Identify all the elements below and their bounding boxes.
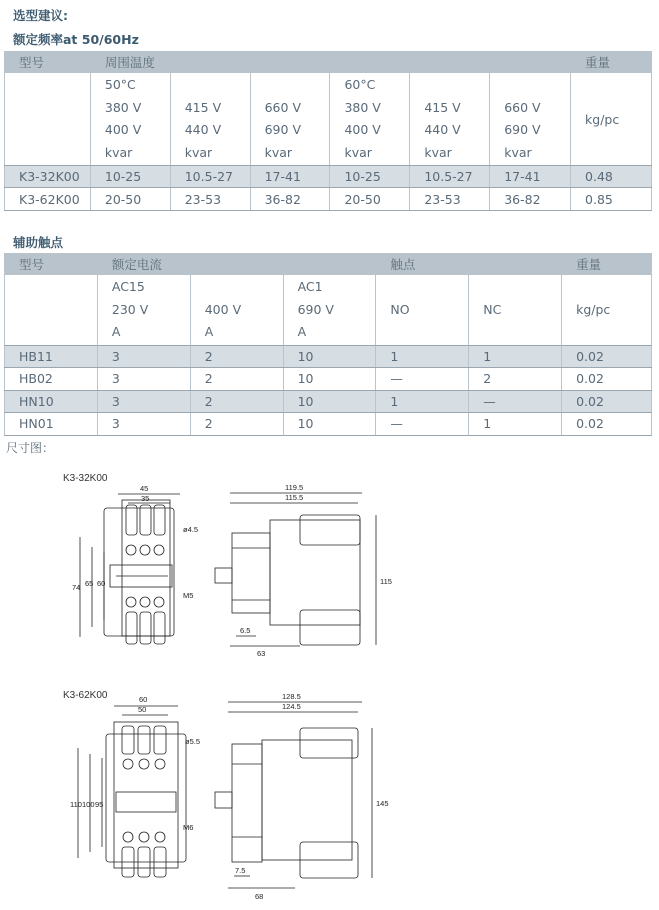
drawing-label: K3-62K00 — [63, 690, 108, 701]
weight-unit: kg/pc — [562, 275, 652, 345]
section-title-selection: 选型建议: — [13, 8, 68, 23]
screw-label: M6 — [183, 823, 194, 832]
drawing-label: K3-32K00 — [63, 473, 108, 484]
current-cell: AC15 230 V A — [97, 275, 190, 345]
temp-cell: 660 V 690 V kvar — [250, 73, 330, 166]
hole-label: ø5.5 — [185, 737, 201, 746]
table-row: K3-62K00 20-50 23-53 36-82 20-50 23-53 36-82 0.85 — [5, 188, 652, 211]
header-rated-current: 额定电流 — [97, 253, 376, 275]
svg-text:128.5: 128.5 — [282, 692, 301, 701]
svg-text:35: 35 — [141, 494, 150, 503]
svg-text:100: 100 — [82, 800, 95, 809]
svg-text:50: 50 — [138, 705, 147, 714]
svg-text:63: 63 — [257, 649, 266, 658]
svg-text:145: 145 — [376, 799, 389, 808]
svg-text:74: 74 — [72, 583, 81, 592]
header-model: 型号 — [5, 253, 98, 275]
svg-text:110: 110 — [70, 800, 82, 809]
table-row: HB11 3 2 10 1 1 0.02 — [5, 345, 652, 367]
temp-cell: 50°C 380 V 400 V kvar — [90, 73, 170, 166]
current-cell: AC1 690 V A — [283, 275, 376, 345]
header-weight: 重量 — [571, 51, 652, 73]
table-row: K3-32K00 10-25 10.5-27 17-41 10-25 10.5-27 17-41 0.48 — [5, 166, 652, 188]
dimension-caption: 尺寸图： — [6, 441, 55, 455]
svg-text:60: 60 — [139, 695, 148, 704]
svg-text:95: 95 — [95, 800, 104, 809]
header-ambient-temp: 周围温度 — [90, 51, 570, 73]
svg-text:124.5: 124.5 — [282, 702, 301, 711]
selection-table — [4, 51, 652, 211]
no-label: NO — [376, 275, 469, 345]
table-row: HB02 3 2 10 — 2 0.02 — [5, 367, 652, 390]
nc-label: NC — [469, 275, 562, 345]
svg-text:60: 60 — [97, 579, 106, 588]
temp-cell: 415 V 440 V kvar — [170, 73, 250, 166]
table-row: HN10 3 2 10 1 — 0.02 — [5, 390, 652, 412]
weight-unit: kg/pc — [571, 73, 652, 166]
dimension-drawing-k3-62k00 — [0, 682, 659, 904]
aux-contact-table — [4, 253, 652, 436]
svg-text:45: 45 — [140, 484, 149, 493]
header-contacts: 触点 — [376, 253, 562, 275]
section-title-aux: 辅助触点 — [13, 235, 64, 250]
svg-text:6.5: 6.5 — [240, 626, 251, 635]
svg-text:119.5: 119.5 — [285, 483, 304, 492]
temp-cell: 660 V 690 V kvar — [490, 73, 571, 166]
hole-label: ø4.5 — [183, 525, 199, 534]
section-subtitle-frequency: 额定频率at 50/60Hz — [13, 32, 139, 47]
temp-cell: 60°C 380 V 400 V kvar — [330, 73, 410, 166]
screw-label: M5 — [183, 591, 194, 600]
svg-text:115.5: 115.5 — [285, 493, 304, 502]
header-weight: 重量 — [562, 253, 652, 275]
table-row: HN01 3 2 10 — 1 0.02 — [5, 412, 652, 435]
svg-text:65: 65 — [85, 579, 94, 588]
temp-cell: 415 V 440 V kvar — [410, 73, 490, 166]
header-model: 型号 — [5, 51, 91, 73]
dimension-drawing-k3-32k00 — [0, 460, 659, 660]
current-cell: 400 V A — [190, 275, 283, 345]
svg-text:7.5: 7.5 — [235, 866, 246, 875]
svg-text:115: 115 — [380, 577, 392, 586]
svg-text:68: 68 — [255, 892, 264, 901]
